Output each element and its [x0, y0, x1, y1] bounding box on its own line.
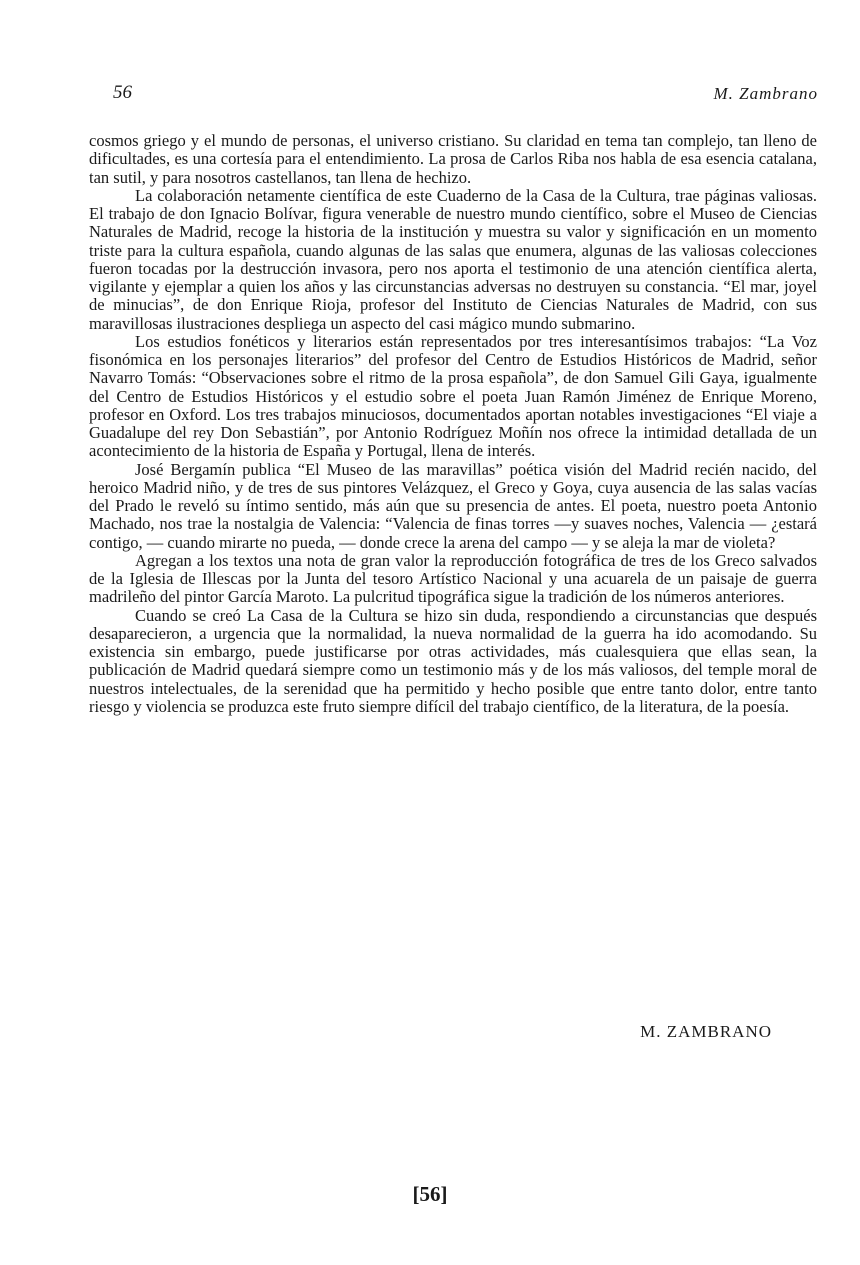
- paragraph: Agregan a los textos una nota de gran valor la reproducción fotográfica de tres de los Greco salvados de la Iglesia de Illescas por la Junta del tesoro Artístico Nacional y una acuarela de un paisaje de guerra madrileño del pintor García Maroto. La pulcritud tipográfica sigue la tradición de los números anteriores.: [89, 550, 817, 607]
- paragraph: Los estudios fonéticos y literarios están representados por tres interesantísimos trabajos: “La Voz fisonómica en los personajes literarios” del profesor del Centro de Estudios Históricos de Madrid, señor Navarro Tomás: “Observaciones sobre el ritmo de la prosa española”, de don Samuel Gili Gaya, igualmente del Centro de Estudios Históricos y el estudio sobre el poeta Juan Ramón Jiménez de Enrique Moreno, profesor en Oxford. Los tres trabajos minuciosos, documentados aportan notables investigaciones “El viaje a Guadalupe del rey Don Sebastián”, por Antonio Rodríguez Moñín nos ofrece la intimidad detallada de un acontecimiento de la historia de España y Portugal, llena de interés.: [89, 331, 817, 461]
- running-title: M. Zambrano: [713, 84, 818, 103]
- paragraph: Cuando se creó La Casa de la Cultura se hizo sin duda, respondiendo a circunstancias que después desaparecieron, a urgencia que la normalidad, la nueva normalidad de la guerra ha ido acomodando. Su existencia sin embargo, puede justificarse por otras actividades, más cualesquiera que ellas sean, la publicación de Madrid quedará siempre como un testimonio más y de los más valiosos, del temple moral de nuestros intelectuales, de la serenidad que ha permitido y hecho posible que entre tanto dolor, entre tanto riesgo y violencia se produzca este fruto siempre difícil del trabajo científico, de la literatura, de la poesía.: [89, 605, 817, 716]
- body-text: [89, 132, 817, 716]
- page-footer-marker: [56]: [412, 1182, 448, 1206]
- paragraph: cosmos griego y el mundo de personas, el universo cristiano. Su claridad en tema tan complejo, tan lleno de dificultades, es una cortesía para el entendimiento. La prosa de Carlos Riba nos habla de esa esencia catalana, tan sutil, y para nosotros castellanos, tan llena de hechizo.: [89, 131, 817, 187]
- page-header: [110, 82, 818, 108]
- paragraph: La colaboración netamente científica de este Cuaderno de la Casa de la Cultura, trae páginas valiosas. El trabajo de don Ignacio Bolívar, figura venerable de nuestro mundo científico, sobre el Museo de Ciencias Naturales de Madrid, recoge la historia de la institución y muestra su valor y significación en un momento triste para la cultura española, cuando algunas de las salas que enumera, algunas de las valiosas colecciones fueron tocadas por la destrucción invasora, pero nos aporta el testimonio de una atención científica alerta, vigilante y ejemplar a quien los años y las circunstancias adversas no destruyen su constancia. “El mar, joyel de minucias”, de don Enrique Rioja, profesor del Instituto de Ciencias Naturales de Madrid, con sus maravillosas ilustraciones despliega un aspecto del casi mágico mundo submarino.: [89, 185, 817, 333]
- paragraph: José Bergamín publica “El Museo de las maravillas” poética visión del Madrid recién nacido, del heroico Madrid niño, y de tres de sus pintores Velázquez, el Greco y Goya, cuya ausencia de las salas vacías del Prado le reveló su íntimo sentido, más aún que su presencia de antes. El poeta, nuestro poeta Antonio Machado, nos trae la nostalgia de Valencia: “Valencia de finas torres —y suaves noches, Valencia — ¿estará contigo, — cuando mirarte no pueda, — donde crece la arena del campo — y se aleja la mar de violeta?: [89, 459, 817, 552]
- author-signature: M. ZAMBRANO: [640, 1022, 772, 1041]
- page-number: 56: [113, 82, 132, 103]
